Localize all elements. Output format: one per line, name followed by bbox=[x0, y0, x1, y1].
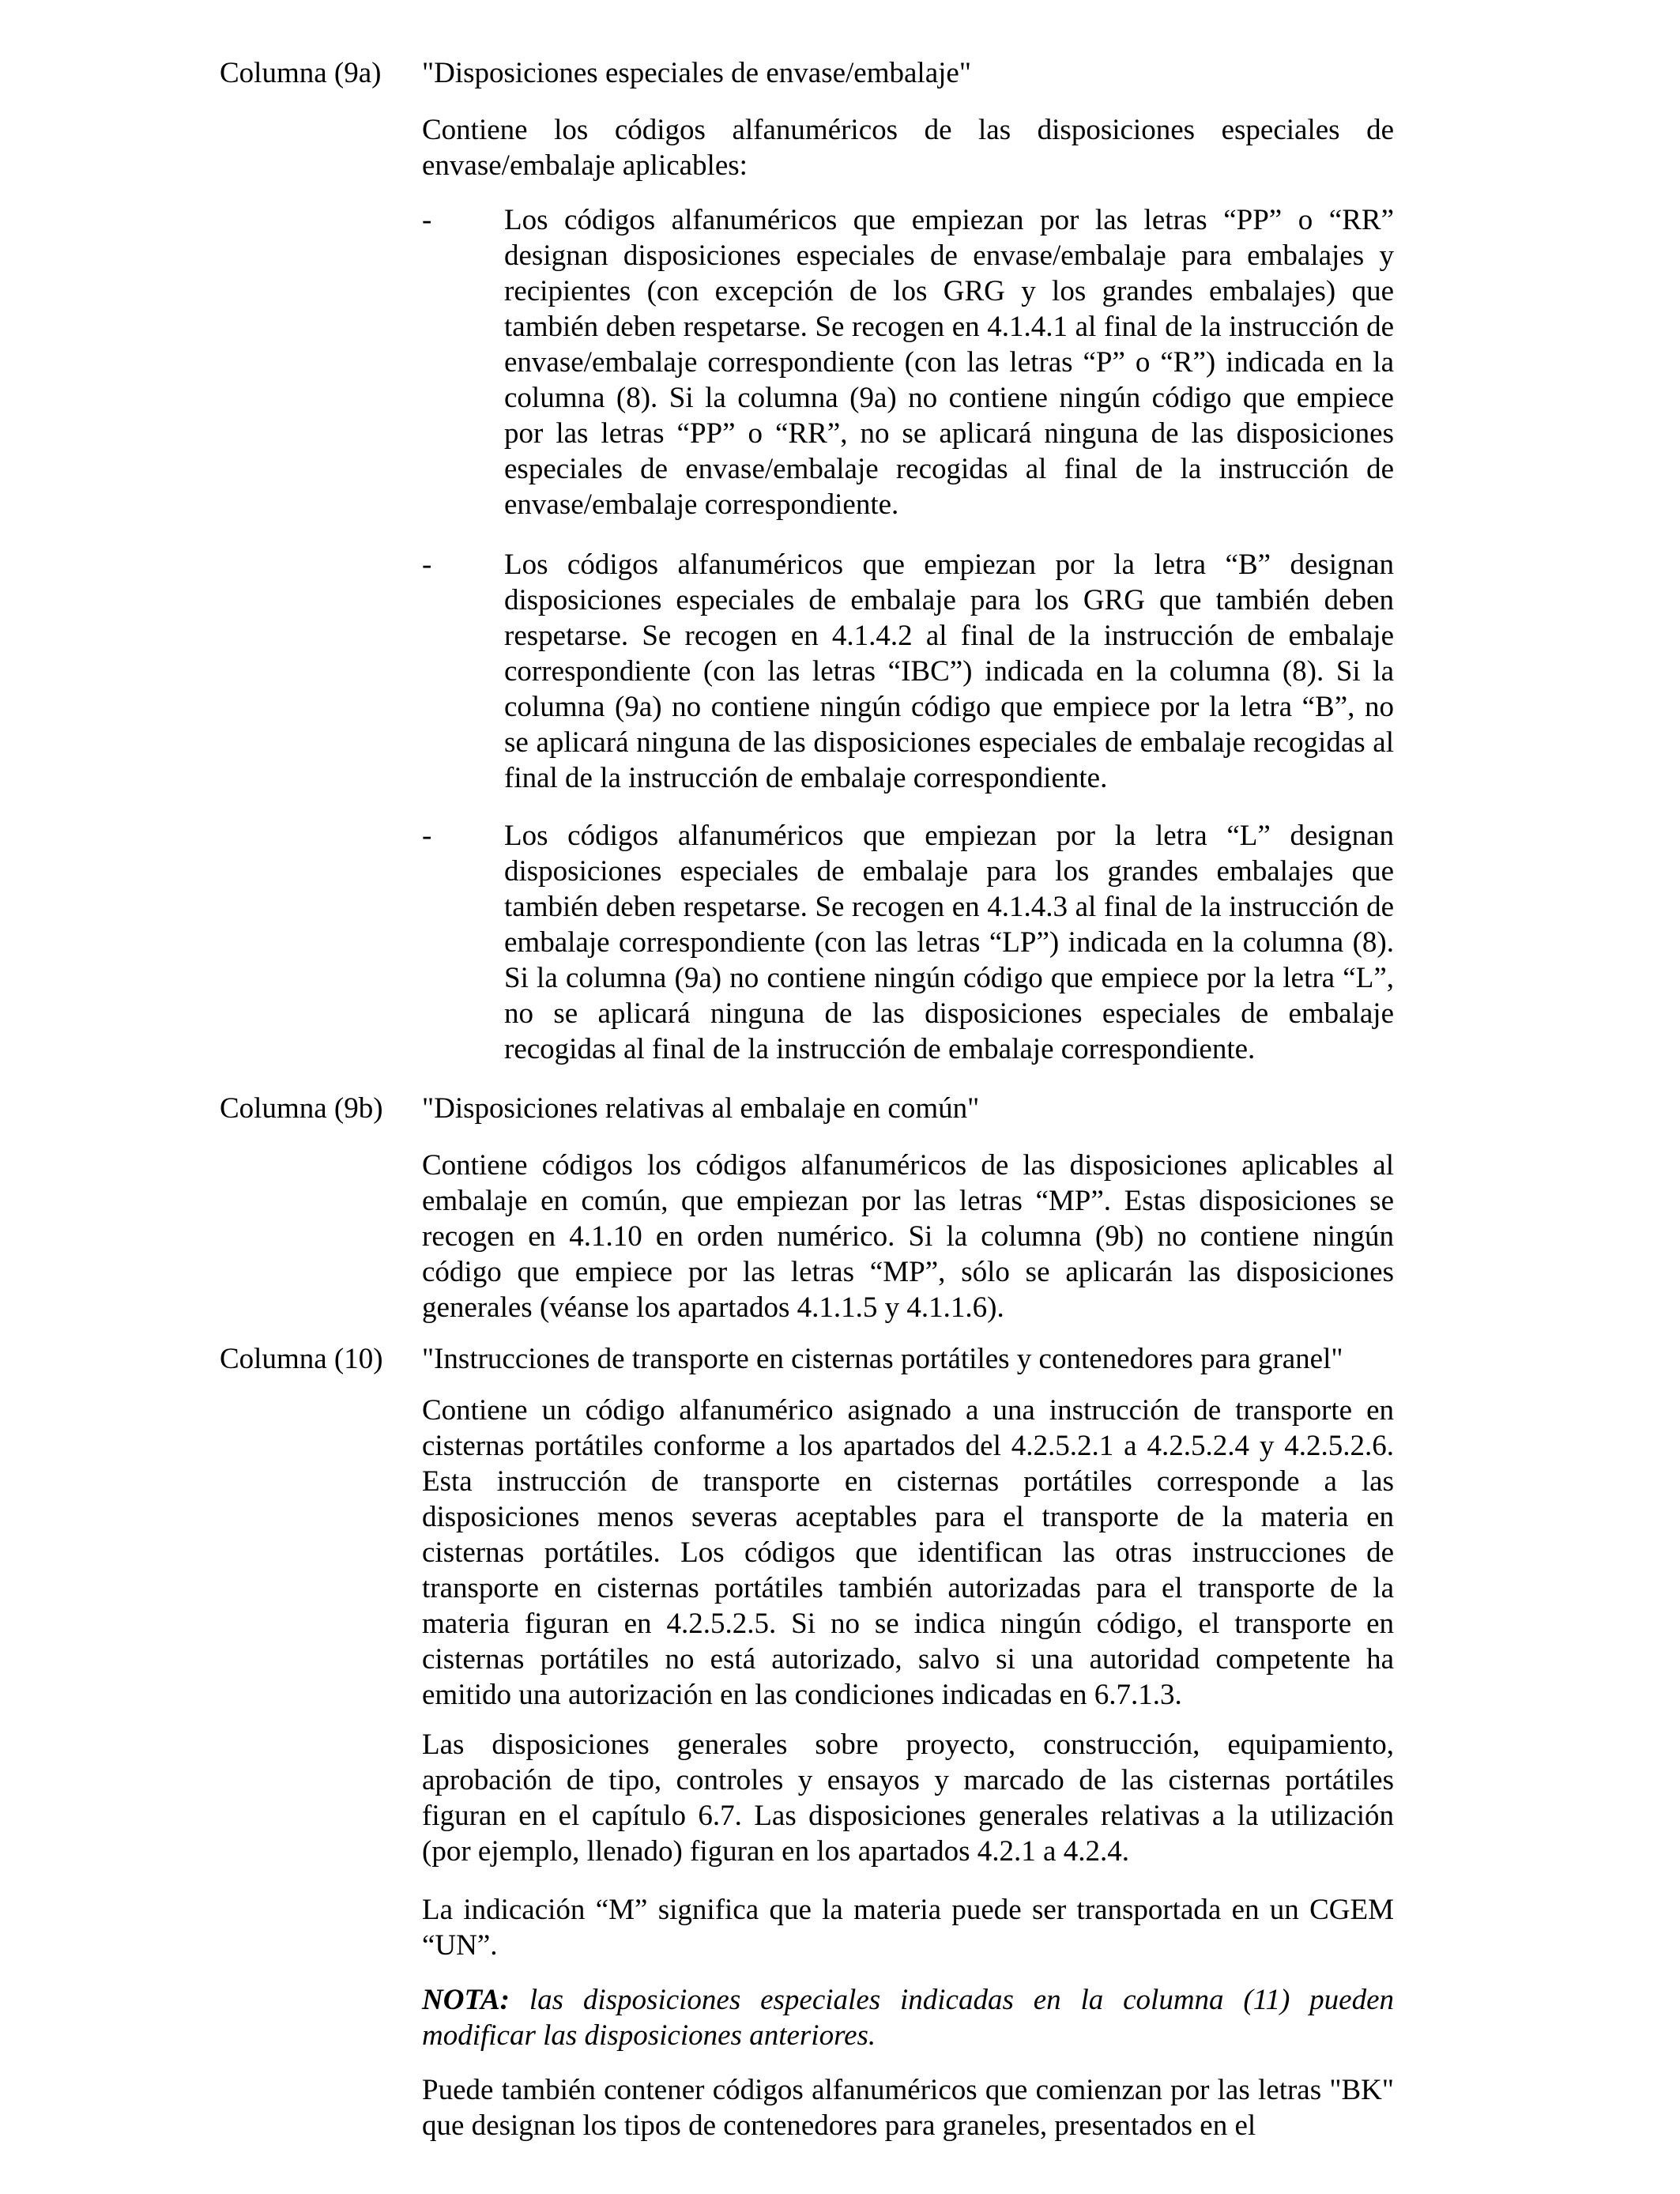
bullet-marker: - bbox=[422, 204, 432, 236]
section-9a-intro: Contiene los códigos alfanuméricos de las disposiciones especiales de envase/embalaje aplicables: bbox=[422, 114, 1394, 182]
section-10-paragraph-1: Contiene un código alfanumérico asignado a una instrucción de transporte en cisternas portátiles conforme a los apartados del 4.2.5.2.1 a 4.2.5.2.4 y 4.2.5.2.6. Esta instrucción de transporte en cisternas portátiles corresponde a las disposiciones menos severas aceptables para el transporte de la materia en cisternas portátiles. Los códigos que identifican las otras instrucciones de transporte en cisternas portátiles también autorizadas para el transporte de la materia figuran en 4.2.5.2.5. Si no se indica ningún código, el transporte en cisternas portátiles no está autorizado, salvo si una autoridad competente ha emitido una autorización en las condiciones indicadas en 6.7.1.3. bbox=[422, 1394, 1394, 1711]
bullet-b: Los códigos alfanuméricos que empiezan por la letra “B” designan disposiciones especiales de embalaje para los GRG que también deben respetarse. Se recogen en 4.1.4.2 al final de la instrucción de embalaje correspondiente (con las letras “IBC”) indicada en la columna (8). Si la columna (9a) no contiene ningún código que empiece por la letra “B”, no se aplicará ninguna de las disposiciones especiales de embalaje recogidas al final de la instrucción de embalaje correspondiente. bbox=[504, 548, 1394, 794]
bullet-marker: - bbox=[422, 548, 432, 581]
section-9b-label: Columna (9b) bbox=[220, 1092, 383, 1125]
section-10-title: "Instrucciones de transporte en cisternas portátiles y contenedores para granel" bbox=[422, 1343, 1343, 1375]
section-10-paragraph-final: Puede también contener códigos alfanuméricos que comienzan por las letras "BK" que designan los tipos de contenedores para graneles, presentados en el bbox=[422, 2074, 1394, 2142]
note-text: las disposiciones especiales indicadas en la columna (11) pueden modificar las disposiciones anteriores. bbox=[422, 1984, 1394, 2052]
section-9a-label: Columna (9a) bbox=[220, 57, 382, 89]
note-label: NOTA: bbox=[422, 1984, 510, 2016]
bullet-pp-rr: Los códigos alfanuméricos que empiezan por las letras “PP” o “RR” designan disposiciones especiales de envase/embalaje para embalajes y recipientes (con excepción de los GRG y los grandes embalajes) que también deben respetarse. Se recogen en 4.1.4.1 al final de la instrucción de envase/embalaje correspondiente (con las letras “P” o “R”) indicada en la columna (8). Si la columna (9a) no contiene ningún código que empiece por las letras “PP” o “RR”, no se aplicará ninguna de las disposiciones especiales de envase/embalaje recogidas al final de la instrucción de envase/embalaje correspondiente. bbox=[504, 204, 1394, 521]
section-9b-title: "Disposiciones relativas al embalaje en común" bbox=[422, 1092, 980, 1125]
section-9a-title: "Disposiciones especiales de envase/embalaje" bbox=[422, 57, 971, 89]
note-paragraph bbox=[422, 1982, 1394, 2053]
section-10-label: Columna (10) bbox=[220, 1343, 383, 1375]
section-10-paragraph-3: La indicación “M” significa que la materia puede ser transportada en un CGEM “UN”. bbox=[422, 1894, 1394, 1962]
bullet-marker: - bbox=[422, 820, 432, 852]
section-9b-paragraph: Contiene códigos los códigos alfanuméricos de las disposiciones aplicables al embalaje en común, que empiezan por las letras “MP”. Estas disposiciones se recogen en 4.1.10 en orden numérico. Si la columna (9b) no contiene ningún código que empiece por las letras “MP”, sólo se aplicarán las disposiciones generales (véanse los apartados 4.1.1.5 y 4.1.1.6). bbox=[422, 1149, 1394, 1324]
bullet-l: Los códigos alfanuméricos que empiezan por la letra “L” designan disposiciones especiales de embalaje para los grandes embalajes que también deben respetarse. Se recogen en 4.1.4.3 al final de la instrucción de embalaje correspondiente (con las letras “LP”) indicada en la columna (8). Si la columna (9a) no contiene ningún código que empiece por la letra “L”, no se aplicará ninguna de las disposiciones especiales de embalaje recogidas al final de la instrucción de embalaje correspondiente. bbox=[504, 820, 1394, 1065]
section-10-paragraph-2: Las disposiciones generales sobre proyecto, construcción, equipamiento, aprobación de tipo, controles y ensayos y marcado de las cisternas portátiles figuran en el capítulo 6.7. Las disposiciones generales relativas a la utilización (por ejemplo, llenado) figuran en los apartados 4.2.1 a 4.2.4. bbox=[422, 1728, 1394, 1868]
